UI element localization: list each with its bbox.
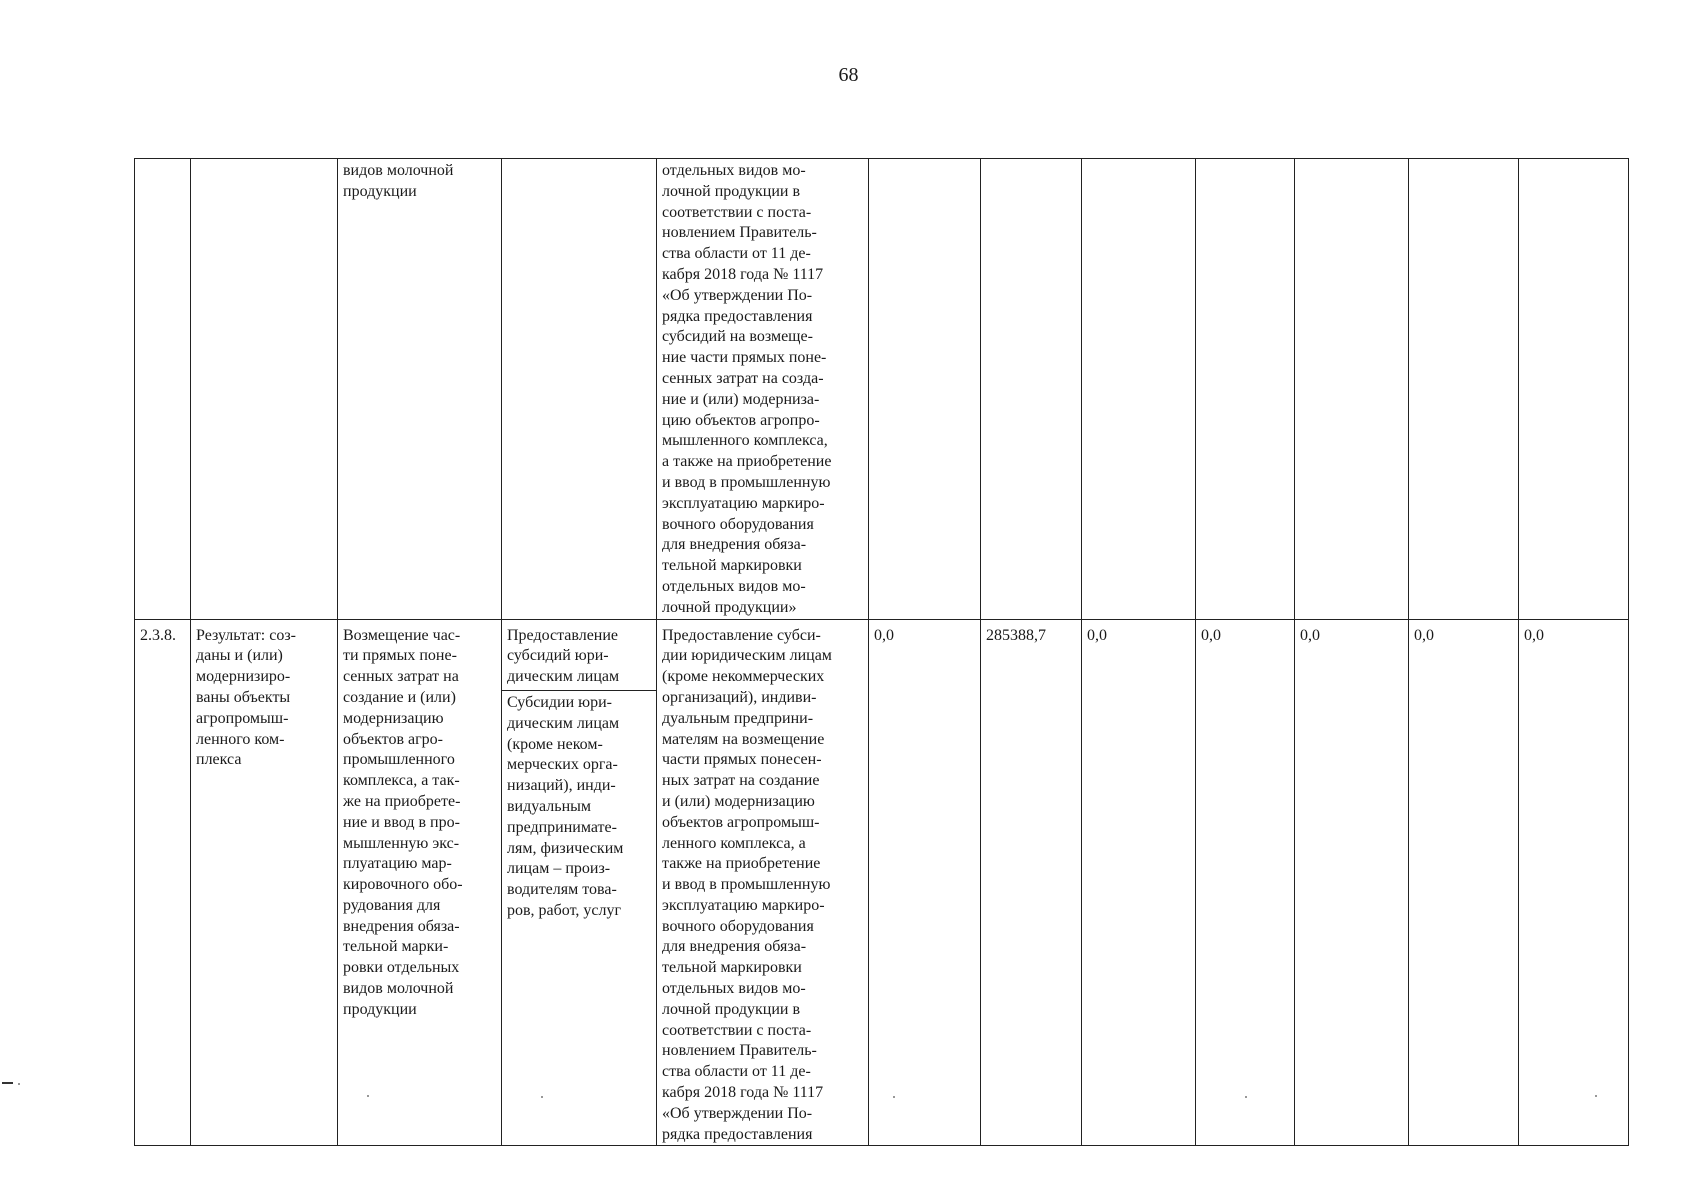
text-line: а также на приобретение xyxy=(662,453,832,471)
scan-artifact xyxy=(367,1095,369,1097)
text-line: эксплуатацию маркиро- xyxy=(662,494,825,512)
text-line: отдельных видов мо- xyxy=(662,577,806,595)
text-line: ние и ввод в про- xyxy=(343,813,460,831)
text-line: объектов агропромыш- xyxy=(662,813,820,831)
text-line: ти прямых поне- xyxy=(343,647,457,665)
scan-artifact xyxy=(1245,1096,1247,1098)
cell-measure xyxy=(338,619,502,1146)
text-line: для внедрения обяза- xyxy=(662,536,807,554)
text-line: субсидий юри- xyxy=(507,647,609,665)
cell-number xyxy=(135,159,191,620)
text-line: промышленного xyxy=(343,751,455,769)
text-line: кировочного обо- xyxy=(343,876,463,894)
cell-value xyxy=(1295,619,1409,1146)
budget-table xyxy=(134,158,1629,1146)
scan-artifact xyxy=(2,1082,13,1084)
text-line: создание и (или) xyxy=(343,688,456,706)
text-line: рудования для xyxy=(343,896,441,914)
text-line: лочной продукции в xyxy=(662,182,800,200)
page-number: 68 xyxy=(838,64,859,86)
row-number: 2.3.8. xyxy=(140,626,176,644)
cell-value xyxy=(869,159,981,620)
cell-value xyxy=(1082,619,1196,1146)
cell-description xyxy=(657,159,869,620)
text-line: предпринимате- xyxy=(507,818,617,836)
text-line: сенных затрат на xyxy=(343,668,459,686)
text-line: плекса xyxy=(196,751,242,769)
scan-artifact xyxy=(1595,1095,1597,1097)
text-line: внедрения обяза- xyxy=(343,917,460,935)
text-line: плуатацию мар- xyxy=(343,855,452,873)
cell-value xyxy=(981,619,1082,1146)
text-line: мерческих орга- xyxy=(507,756,618,774)
text-line: лям, физическим xyxy=(507,839,624,857)
text-line: Результат: соз- xyxy=(196,626,296,644)
cell-value xyxy=(1295,159,1409,620)
text-line: дуальным предприни- xyxy=(662,709,814,727)
text-line: Предоставление xyxy=(507,626,619,644)
text-line: кабря 2018 года № 1117 xyxy=(662,265,824,283)
text-line: субсидий на возмеще- xyxy=(662,328,813,346)
text-line: рядка предоставления xyxy=(662,1125,813,1143)
text-line: также на приобретение xyxy=(662,855,821,873)
text-line: отдельных видов мо- xyxy=(662,162,806,179)
text-line: тельной маркировки xyxy=(662,557,802,575)
text-line: лочной продукции» xyxy=(662,598,797,616)
value-text: 285388,7 xyxy=(986,626,1046,644)
text-line: тельной марки- xyxy=(343,938,449,956)
text-line: кабря 2018 года № 1117 xyxy=(662,1084,824,1102)
text-line: дии юридическим лицам xyxy=(662,647,832,665)
cell-number xyxy=(135,619,191,1146)
text-line: Субсидии юри- xyxy=(507,693,612,711)
value-text: 0,0 xyxy=(1087,626,1107,644)
cell-value xyxy=(1519,619,1629,1146)
text-line: мателям на возмещение xyxy=(662,730,825,748)
text-line: рядка предоставления xyxy=(662,307,813,325)
cell-result xyxy=(191,619,338,1146)
text-line: цию объектов агропро- xyxy=(662,411,820,429)
cell-value xyxy=(1082,159,1196,620)
scan-artifact xyxy=(541,1096,543,1098)
cell-measure xyxy=(338,159,502,620)
cell-value xyxy=(981,159,1082,620)
text-line: ровки отдельных xyxy=(343,959,460,977)
cell-value xyxy=(1519,159,1629,620)
text-line: части прямых понесен- xyxy=(662,751,822,769)
text-line: даны и (или) xyxy=(196,647,283,665)
text-line: тельной маркировки xyxy=(662,959,802,977)
text-line: продукции xyxy=(343,1000,417,1018)
text-line: модернизиро- xyxy=(196,668,291,686)
text-line: (кроме неком- xyxy=(507,735,603,753)
text-line: новлением Правитель- xyxy=(662,1042,817,1060)
text-line: ленного комплекса, а xyxy=(662,834,806,852)
text-line: продукции xyxy=(343,182,417,200)
text-line: ства области от 11 де- xyxy=(662,1063,811,1081)
text-line: соответствии с поста- xyxy=(662,1021,812,1039)
text-line: Возмещение час- xyxy=(343,626,461,644)
text-line: отдельных видов мо- xyxy=(662,980,806,998)
text-line: объектов агро- xyxy=(343,730,444,748)
cell-result xyxy=(191,159,338,620)
text-line: дическим лицам xyxy=(507,668,620,686)
value-text: 0,0 xyxy=(874,626,894,644)
cell-description xyxy=(657,619,869,1146)
text-line: видов молочной xyxy=(343,162,454,179)
text-line: (кроме некоммерческих xyxy=(662,668,825,686)
table-row-continued xyxy=(135,159,1629,620)
value-text: 0,0 xyxy=(1201,626,1221,644)
text-line: ства области от 11 де- xyxy=(662,245,811,263)
text-line: Предоставление субси- xyxy=(662,626,821,644)
text-line: организаций), индиви- xyxy=(662,688,817,706)
text-line: лицам – произ- xyxy=(507,860,611,878)
cell-value xyxy=(1196,619,1295,1146)
text-line: и ввод в промышленную xyxy=(662,876,831,894)
text-line: и ввод в промышленную xyxy=(662,473,831,491)
text-line: ние и (или) модерниза- xyxy=(662,390,820,408)
text-line: «Об утверждении По- xyxy=(662,1104,813,1122)
text-line: модернизацию xyxy=(343,709,444,727)
text-line: вочного оборудования xyxy=(662,515,814,533)
text-line: мышленную экс- xyxy=(343,834,460,852)
text-line: видуальным xyxy=(507,797,592,815)
text-line: низаций), инди- xyxy=(507,777,616,795)
text-line: для внедрения обяза- xyxy=(662,938,807,956)
text-line: агропромыш- xyxy=(196,709,289,727)
cell-value xyxy=(1409,159,1519,620)
scan-artifact xyxy=(18,1083,20,1085)
text-line: комплекса, а так- xyxy=(343,772,460,790)
text-line: дическим лицам xyxy=(507,714,620,732)
value-text: 0,0 xyxy=(1414,626,1434,644)
value-text: 0,0 xyxy=(1300,626,1320,644)
inner-divider xyxy=(502,690,656,691)
cell-value xyxy=(1409,619,1519,1146)
text-line: ваны объекты xyxy=(196,688,291,706)
cell-type xyxy=(502,159,657,620)
text-line: ние части прямых поне- xyxy=(662,349,827,367)
text-line: ных затрат на создание xyxy=(662,772,820,790)
text-line: вочного оборудования xyxy=(662,917,814,935)
text-line: водителям това- xyxy=(507,881,617,899)
text-line: сенных затрат на созда- xyxy=(662,369,824,387)
cell-value xyxy=(869,619,981,1146)
value-text: 0,0 xyxy=(1524,626,1544,644)
text-line: эксплуатацию маркиро- xyxy=(662,896,825,914)
text-line: мышленного комплекса, xyxy=(662,432,828,450)
cell-value xyxy=(1196,159,1295,620)
text-line: и (или) модернизацию xyxy=(662,792,815,810)
text-line: видов молочной xyxy=(343,980,454,998)
text-line: ленного ком- xyxy=(196,730,285,748)
text-line: же на приобрете- xyxy=(343,792,461,810)
text-line: соответствии с поста- xyxy=(662,203,812,221)
text-line: «Об утверждении По- xyxy=(662,286,813,304)
cell-type xyxy=(502,619,657,1146)
scan-artifact xyxy=(893,1096,895,1098)
text-line: ров, работ, услуг xyxy=(507,901,622,919)
text-line: лочной продукции в xyxy=(662,1000,800,1018)
text-line: новлением Правитель- xyxy=(662,224,817,242)
table-row-2-3-8 xyxy=(135,619,1629,1146)
